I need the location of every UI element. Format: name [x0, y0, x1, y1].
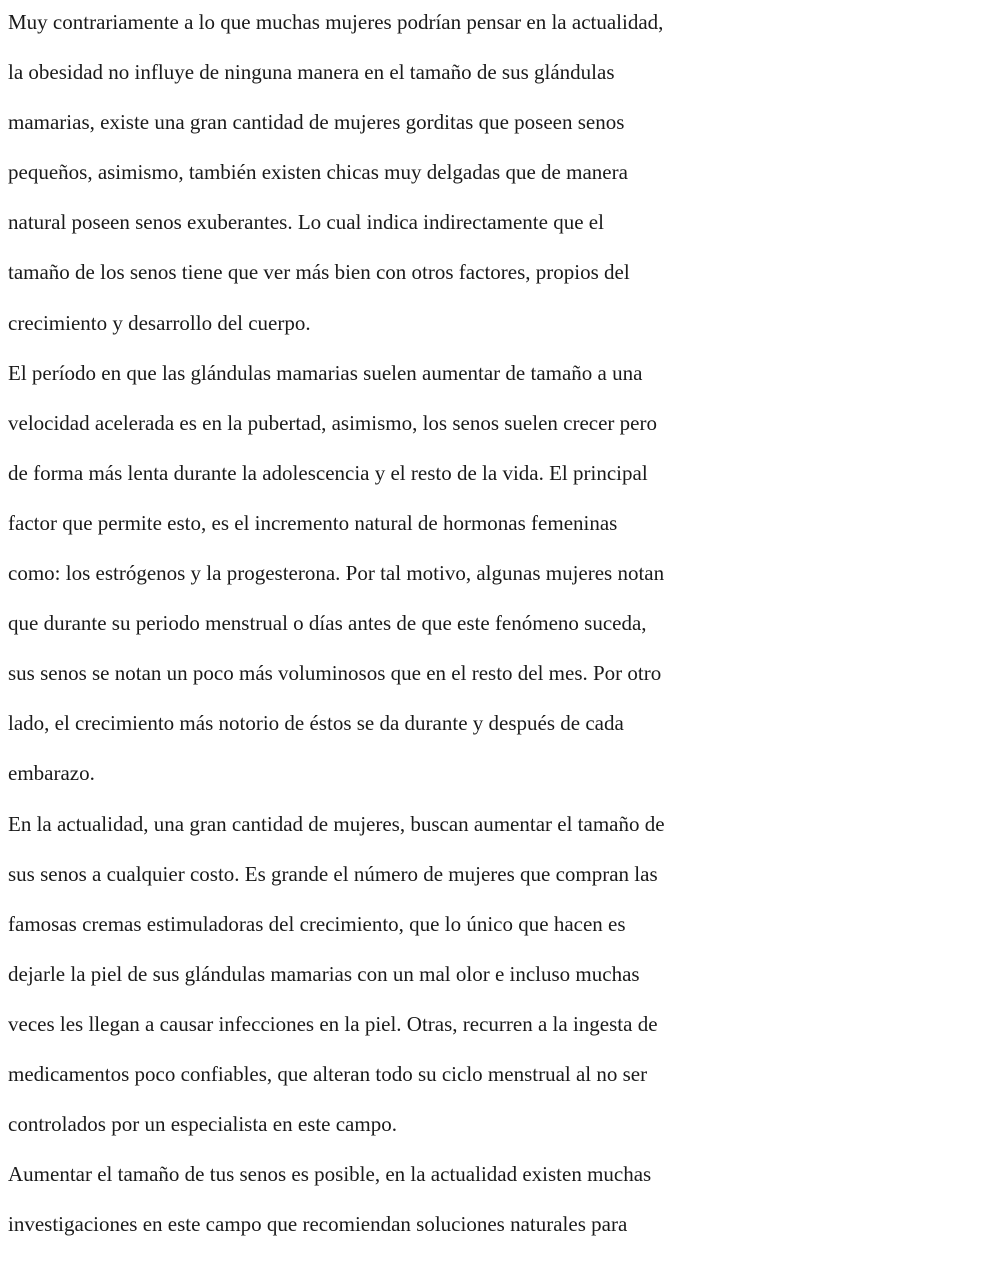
text-line: embarazo. [8, 761, 95, 786]
text-line: pequeños, asimismo, también existen chicas muy delgadas que de manera [8, 160, 628, 185]
paragraph-2 [8, 351, 983, 802]
text-line: factor que permite esto, es el incremento natural de hormonas femeninas [8, 510, 618, 535]
document-page [8, 0, 983, 1252]
text-line: la obesidad no influye de ninguna manera en el tamaño de sus glándulas [8, 60, 615, 85]
text-line: que durante su periodo menstrual o días antes de que este fenómeno suceda, [8, 611, 647, 636]
text-line: natural poseen senos exuberantes. Lo cual indica indirectamente que el [8, 210, 604, 235]
text-line: Aumentar el tamaño de tus senos es posible, en la actualidad existen muchas [8, 1162, 652, 1187]
text-line: crecimiento y desarrollo del cuerpo. [8, 310, 311, 335]
paragraph-3 [8, 802, 983, 1153]
text-line: sus senos a cualquier costo. Es grande el número de mujeres que compran las [8, 861, 658, 886]
text-line: famosas cremas estimuladoras del crecimiento, que lo único que hacen es [8, 911, 626, 936]
paragraph-1 [8, 0, 983, 351]
text-line: Muy contrariamente a lo que muchas mujeres podrían pensar en la actualidad, [8, 10, 664, 34]
text-line: El período en que las glándulas mamarias suelen aumentar de tamaño a una [8, 360, 643, 385]
text-line: controlados por un especialista en este campo. [8, 1112, 397, 1137]
text-line: de forma más lenta durante la adolescencia y el resto de la vida. El principal [8, 460, 648, 485]
text-line: En la actualidad, una gran cantidad de mujeres, buscan aumentar el tamaño de [8, 811, 665, 836]
text-line: mamarias, existe una gran cantidad de mujeres gorditas que poseen senos [8, 110, 625, 135]
text-line: velocidad acelerada es en la pubertad, asimismo, los senos suelen crecer pero [8, 410, 657, 435]
text-line: sus senos se notan un poco más voluminosos que en el resto del mes. Por otro [8, 661, 662, 686]
text-line: lado, el crecimiento más notorio de éstos se da durante y después de cada [8, 711, 624, 736]
text-line: como: los estrógenos y la progesterona. Por tal motivo, algunas mujeres notan [8, 561, 665, 586]
text-line: investigaciones en este campo que recomiendan soluciones naturales para [8, 1212, 628, 1237]
text-line: veces les llegan a causar infecciones en la piel. Otras, recurren a la ingesta de [8, 1011, 658, 1036]
text-line: medicamentos poco confiables, que alteran todo su ciclo menstrual al no ser [8, 1061, 648, 1086]
text-line: tamaño de los senos tiene que ver más bien con otros factores, propios del [8, 260, 630, 285]
text-line: dejarle la piel de sus glándulas mamarias con un mal olor e incluso muchas [8, 961, 640, 986]
paragraph-4 [8, 1152, 983, 1252]
